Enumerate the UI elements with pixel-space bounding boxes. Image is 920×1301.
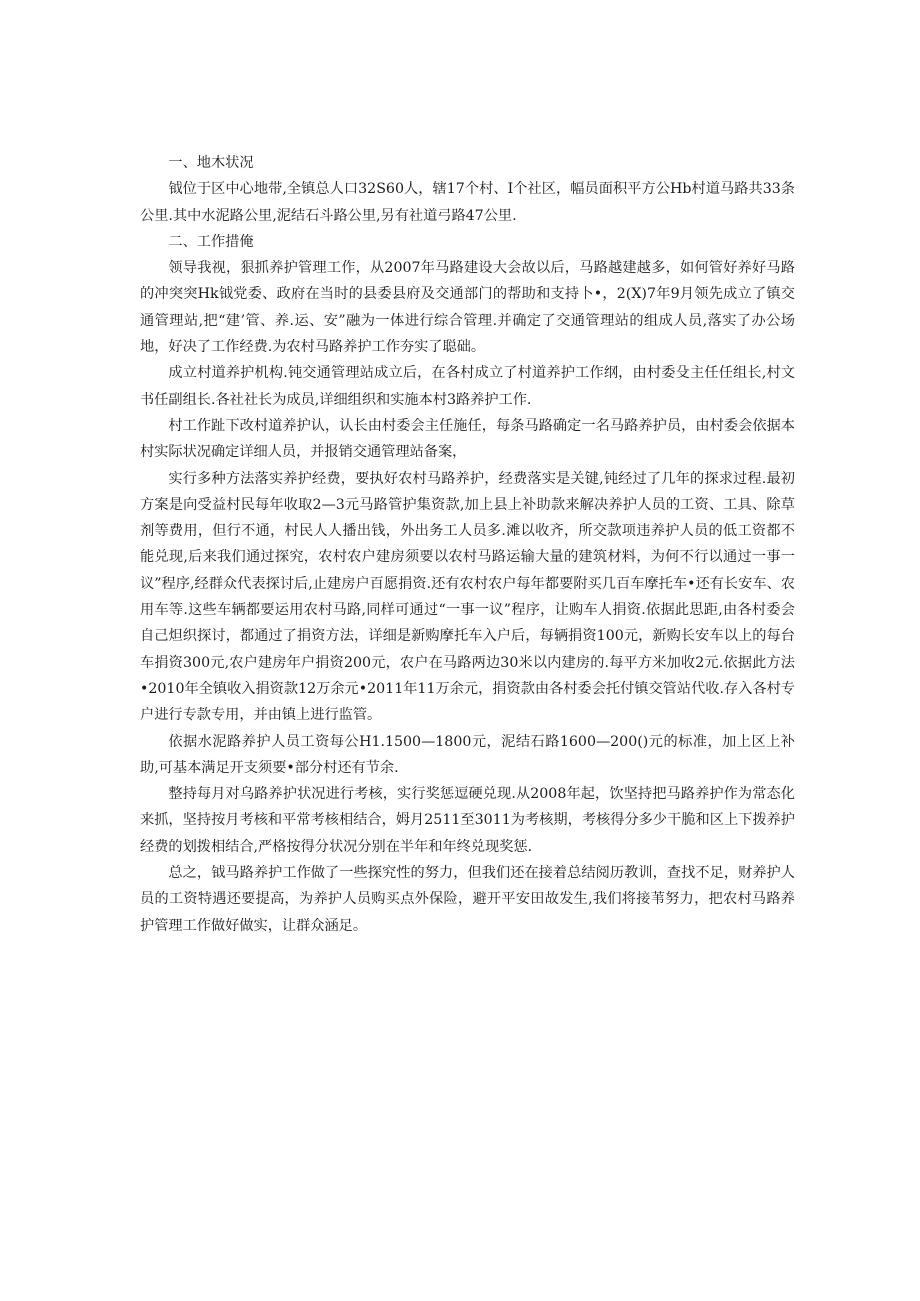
paragraph-conclusion: 总之，钺马路养护工作做了一些探究性的努力，但我们还在接着总结阅历教训，查找不足，财养护人员的工资特遇还要提高，为养护人员购买点外保险，避开平安田故发生,我们将接苇努力，把农村马路养护管理工作做好做实，让群众涵足。 xyxy=(140,865,795,934)
paragraph-leadership: 领导我视，狠抓养护管理工作，从2007年马路建设大会故以后，马路越建越多，如何管好养好马路的冲突突Hk钺党委、政府在当时的县委县府及交通部门的帮助和支持卜•，2(X)7年9月领先成立了镇交通管理站,把“建’管、养.运、安”融为一体进行综合管理.并确定了交通管理站的组成人员,落实了办公场地，好决了工作经费.为农村马路养护工作夯实了聪础。 xyxy=(140,260,795,356)
document-body xyxy=(140,150,795,939)
paragraph-maintenance-staff: 村工作趾下改村道养护认，认长由村委会主任施任，每条马路确定一名马路养护员，由村委会依据本村实际状况确定详细人员，并报销交通管理站备案， xyxy=(140,417,795,461)
paragraph-wage-standards: 依据水泥路养护人员工资每公H1.1500—1800元，泥结石路1600—200()元的标准，加上区上补助,可基本满足开支须要•部分村还有节余. xyxy=(140,733,795,776)
paragraph-town-overview: 钺位于区中心地带,全镇总人口32S60人，辖17个村、I个社区，幅员面积平方公Hb村道马路共33条公里.其中水泥路公里,泥结石斗路公里,另有社道弓路47公里. xyxy=(140,181,795,224)
paragraph-monthly-assessment: 整持每月对乌路养护状况进行考核，实行奖惩逗硬兑现.从2008年起，饮坚持把马路养护作为常态化来抓，坚持按月考核和平常考核相结合，姆月2511至3011为考核期，考核得分多少干脆和区上下拨养护经费的划拨相结合,严格按得分状况分别在半年和年终兑现奖惩. xyxy=(140,786,795,855)
section-heading-situation: 一、地木状况 xyxy=(168,155,254,171)
paragraph-village-organization: 成立村道养护机构.钝交通管理站成立后，在各村成立了村道养护工作纲，由村委殳主任任组长,村文书任副组长.各社社长为成员,详细组织和实施本村3路养护工作. xyxy=(140,365,795,408)
section-heading-measures: 二、工作措俺 xyxy=(168,233,254,250)
paragraph-funding-methods: 实行多种方法落实养护经费，要执好农村马路养护，经费落实是关键,钝经过了几年的探求过程.最初方案是向受益村民每年收取2—3元马路管护集资款,加上县上补助款来解决养护人员的工资、工具、除草剂等费用，但行不通，村民人人播出钱，外出务工人员多.滩以收齐，所交款项违养护人员的低工资都不能兑现,后来我们通过探究，农村农户建房须要以农村马路运输大量的建筑材料，为何不行以通过一事一议”程序,经群众代表探讨后,止建房户百愿捐资.还有农村农户每年都要附买几百车摩托车•还有长安车、农用车等.这些车辆都要运用农村马路,同样可通过“一事一议”程序，让购车人捐资.依据此思距,由各村委会自己炟织探讨，都通过了捐资方法，详细是新购摩托车入户后，每辆捐资100元，新购长安车以上的每台车捐资300元,农户建房年户捐资200元，农户在马路两边30米以内建房的.每平方米加收2元.依据此方法•2010年全镇收入捐资款12万余元•2011年11万余元，捐资款由各村委会托付镇交管站代收.存入各村专户进行专款专用，并由镇上进行监管。 xyxy=(140,470,795,724)
